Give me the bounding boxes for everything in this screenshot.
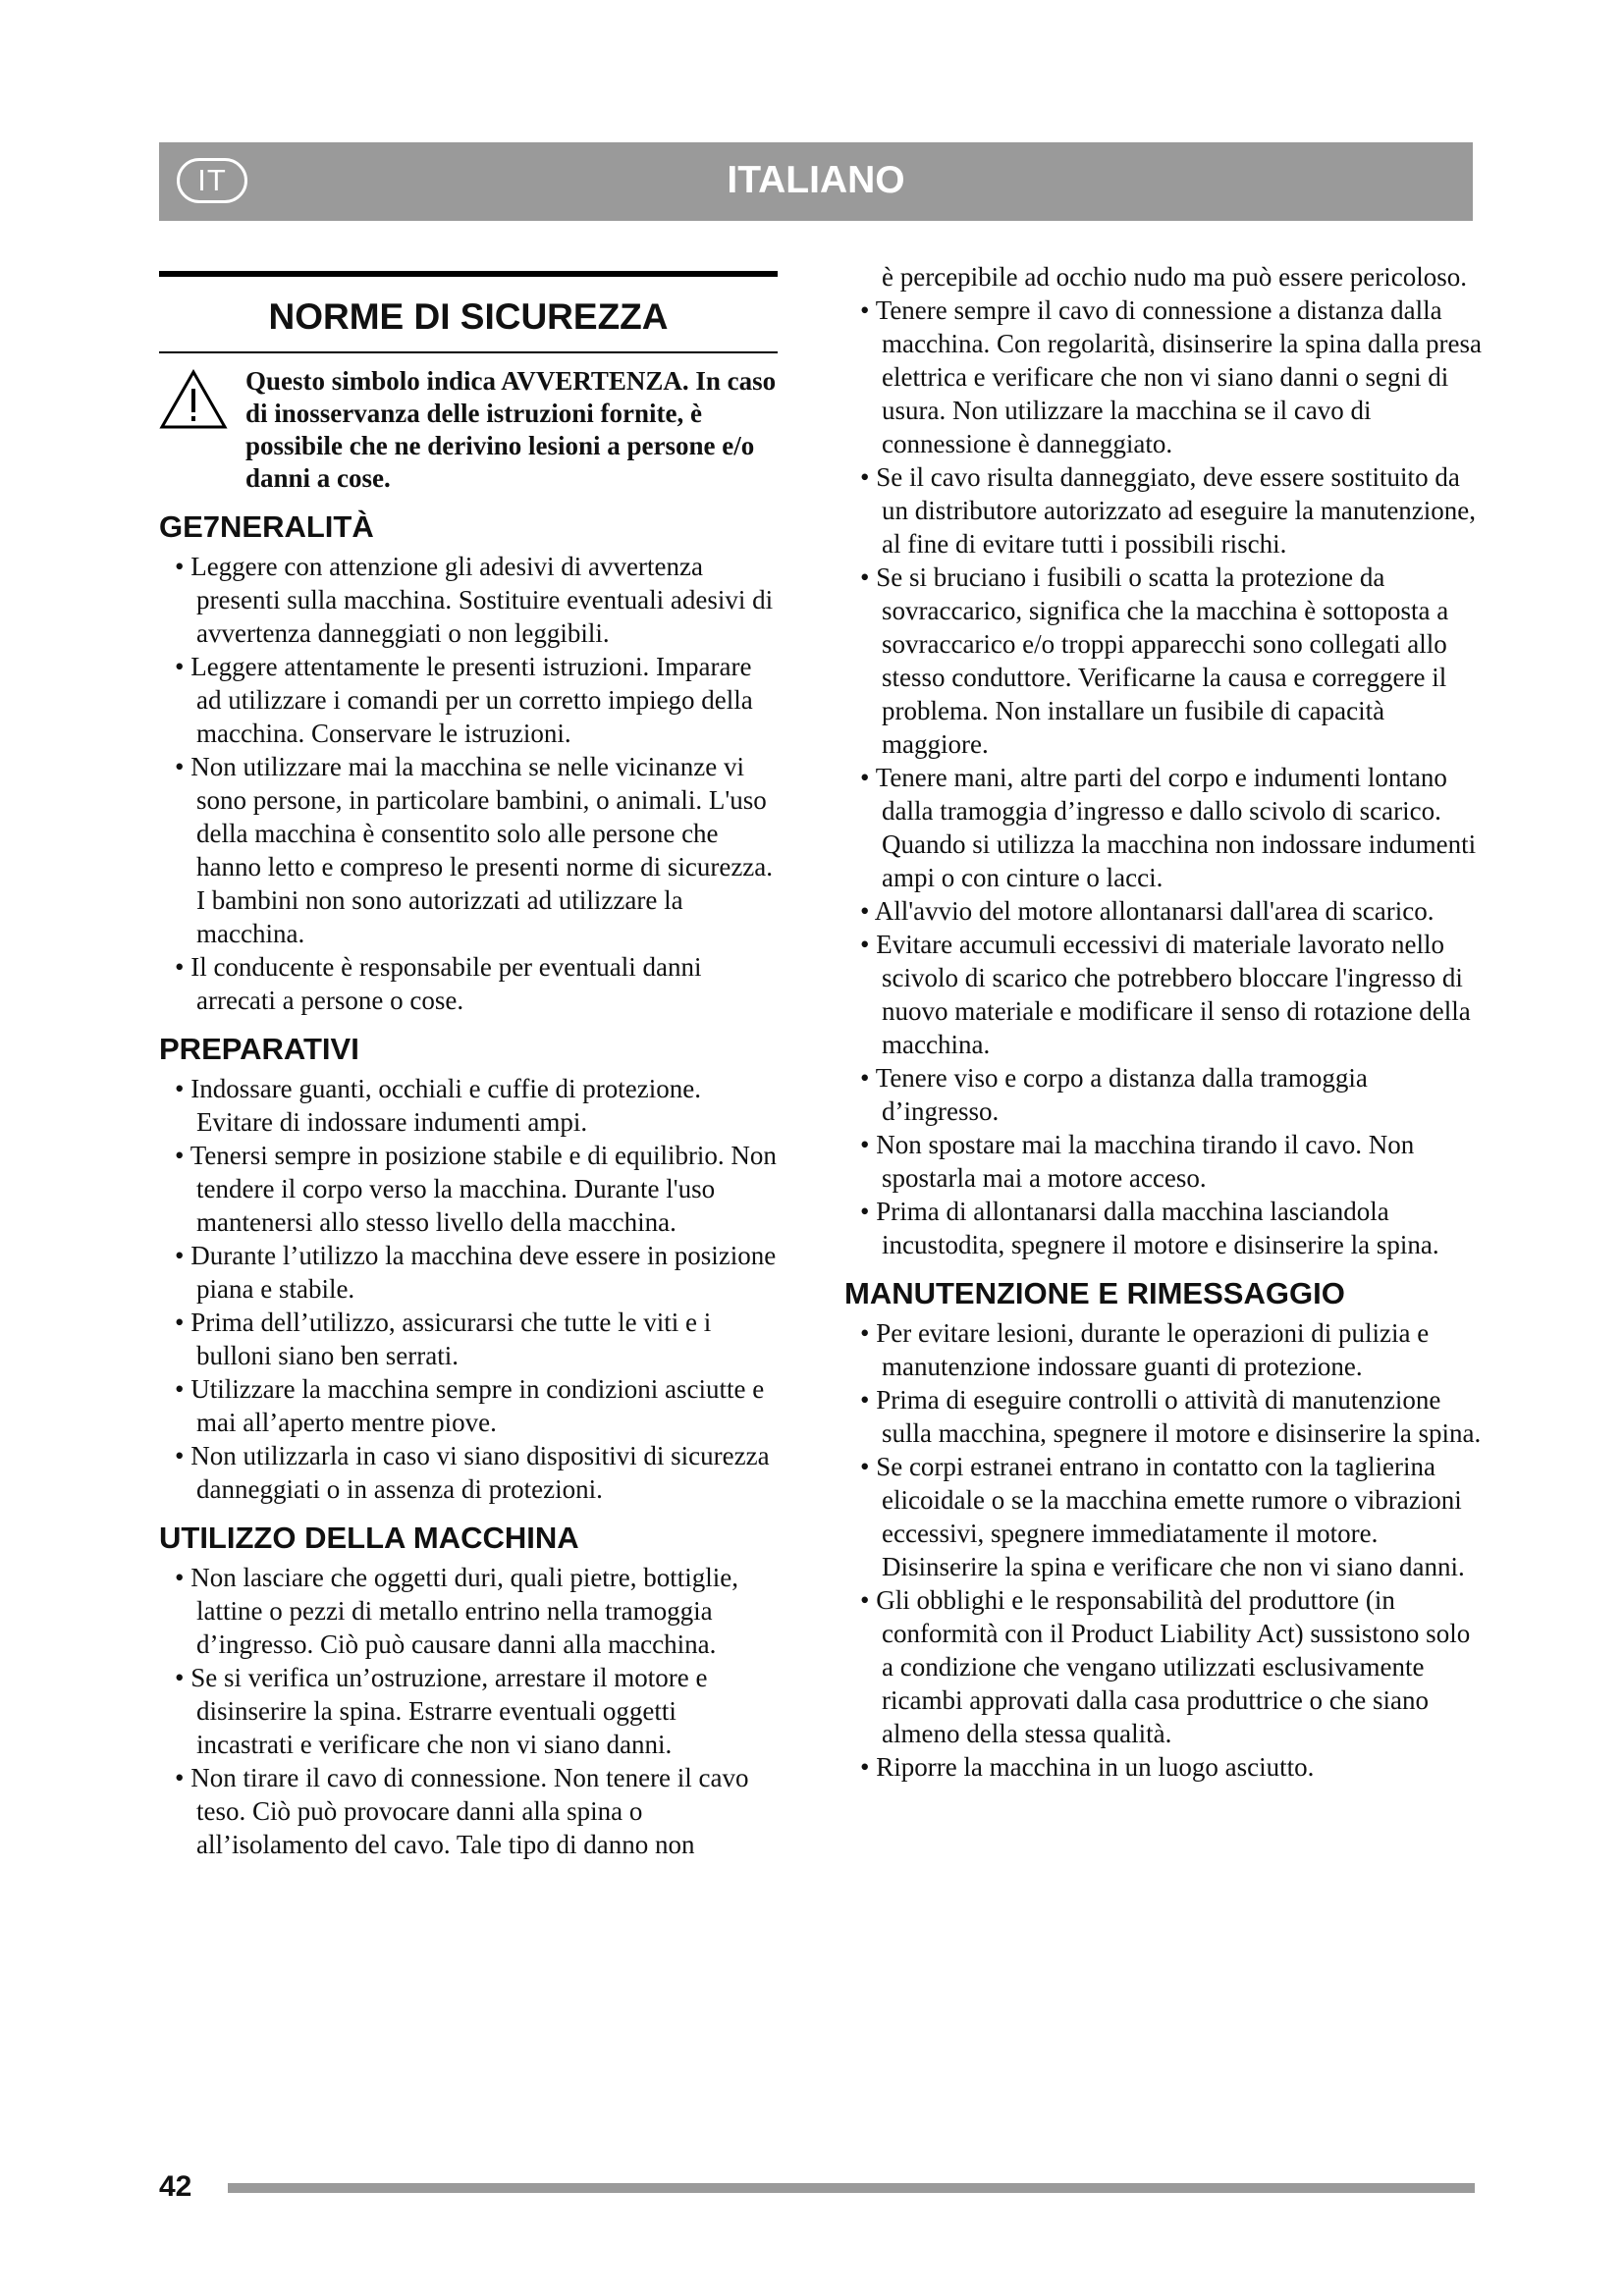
banner-title: ITALIANO: [727, 159, 905, 201]
list-item: • Utilizzare la macchina sempre in condizioni asciutte e mai all’aperto mentre piove.: [159, 1372, 778, 1439]
list-item: • Il conducente è responsabile per eventuali danni arrecati a persone o cose.: [159, 950, 778, 1017]
list-item: • Non lasciare che oggetti duri, quali pietre, bottiglie, lattine o pezzi di metallo entrino nella tramoggia d’ingresso. Ciò può causare danni alla macchina.: [159, 1561, 778, 1661]
footer-bar: [228, 2183, 1475, 2193]
language-banner: [159, 142, 1473, 221]
generalita-list: [159, 550, 778, 1017]
list-item: • Non spostare mai la macchina tirando il cavo. Non spostarla mai a motore acceso.: [844, 1128, 1483, 1195]
page-footer: [159, 2167, 1475, 2207]
title-rule-top: [159, 271, 778, 277]
page-title: NORME DI SICUREZZA: [268, 296, 669, 337]
list-item: • Gli obblighi e le responsabilità del produttore (in conformità con il Product Liability Act) sussistono solo a condizione che vengano utilizzati esclusivamente ricambi approvati dalla casa produttrice o che siano almeno della stessa qualità.: [844, 1583, 1483, 1750]
section-heading-utilizzo: UTILIZZO DELLA MACCHINA: [159, 1521, 579, 1555]
manutenzione-list: [844, 1316, 1483, 1784]
page-number: 42: [159, 2170, 192, 2203]
list-item: • Tenersi sempre in posizione stabile e di equilibrio. Non tendere il corpo verso la macchina. Durante l'uso mantenersi allo stesso livello della macchina.: [159, 1139, 778, 1239]
preparativi-list: [159, 1072, 778, 1506]
warning-text: Questo simbolo indica AVVERTENZA. In caso di inosservanza delle istruzioni fornite, è possibile che ne derivino lesioni a persone e/o danni a cose.: [245, 366, 777, 493]
list-item: • Se si verifica un’ostruzione, arrestare il motore e disinserire la spina. Estrarre eventuali oggetti incastrati e verificare che non vi siano danni.: [159, 1661, 778, 1761]
list-item: • Leggere attentamente le presenti istruzioni. Imparare ad utilizzare i comandi per un corretto impiego della macchina. Conservare le istruzioni.: [159, 650, 778, 750]
list-item: • Prima di eseguire controlli o attività di manutenzione sulla macchina, spegnere il motore e disinserire la spina.: [844, 1383, 1483, 1450]
list-item: • Leggere con attenzione gli adesivi di avvertenza presenti sulla macchina. Sostituire eventuali adesivi di avvertenza danneggiati o non leggibili.: [159, 550, 778, 650]
continued-text: è percepibile ad occhio nudo ma può essere pericoloso.: [882, 262, 1468, 292]
list-item: • Prima dell’utilizzo, assicurarsi che tutte le viti e i bulloni siano ben serrati.: [159, 1306, 778, 1372]
list-item: • All'avvio del motore allontanarsi dall'area di scarico.: [844, 894, 1483, 928]
list-item: • Tenere viso e corpo a distanza dalla tramoggia d’ingresso.: [844, 1061, 1483, 1128]
section-heading-preparativi: PREPARATIVI: [159, 1032, 359, 1066]
warning-triangle-icon: [159, 365, 245, 495]
utilizzo-list-continued: [844, 294, 1483, 1261]
list-item: • Non utilizzare mai la macchina se nelle vicinanze vi sono persone, in particolare bambini, o animali. L'uso della macchina è consentito solo alle persone che hanno letto e compreso le presenti norme di sicurezza. I bambini non sono autorizzati ad utilizzare la macchina.: [159, 750, 778, 950]
section-heading-manutenzione: MANUTENZIONE E RIMESSAGGIO: [844, 1276, 1345, 1310]
language-badge: IT: [177, 158, 247, 203]
list-item: • Per evitare lesioni, durante le operazioni di pulizia e manutenzione indossare guanti di protezione.: [844, 1316, 1483, 1383]
list-item: • Tenere sempre il cavo di connessione a distanza dalla macchina. Con regolarità, disinserire la spina dalla presa elettrica e verificare che non vi siano danni o segni di usura. Non utilizzare la macchina se il cavo di connessione è danneggiato.: [844, 294, 1483, 460]
list-item: • Evitare accumuli eccessivi di materiale lavorato nello scivolo di scarico che potrebbero bloccare l'ingresso di nuovo materiale e modificare il senso di rotazione della macchina.: [844, 928, 1483, 1061]
list-item: • Non utilizzarla in caso vi siano dispositivi di sicurezza danneggiati o in assenza di protezioni.: [159, 1439, 778, 1506]
title-rule-bottom: [159, 351, 778, 353]
warning-notice: [159, 365, 778, 495]
utilizzo-list: [159, 1561, 778, 1861]
left-column: [159, 267, 778, 1861]
right-column: [844, 260, 1483, 1784]
list-item: • Se corpi estranei entrano in contatto con la taglierina elicoidale o se la macchina emette rumore o vibrazioni eccessivi, spegnere immediatamente il motore. Disinserire la spina e verificare che non vi siano danni.: [844, 1450, 1483, 1583]
list-item: • Non tirare il cavo di connessione. Non tenere il cavo teso. Ciò può provocare danni alla spina o all’isolamento del cavo. Tale tipo di danno non: [159, 1761, 778, 1861]
list-item: • Tenere mani, altre parti del corpo e indumenti lontano dalla tramoggia d’ingresso e dallo scivolo di scarico. Quando si utilizza la macchina non indossare indumenti ampi o con cinture o lacci.: [844, 761, 1483, 894]
list-item: • Prima di allontanarsi dalla macchina lasciandola incustodita, spegnere il motore e disinserire la spina.: [844, 1195, 1483, 1261]
list-item: • Durante l’utilizzo la macchina deve essere in posizione piana e stabile.: [159, 1239, 778, 1306]
list-item: • Indossare guanti, occhiali e cuffie di protezione. Evitare di indossare indumenti ampi.: [159, 1072, 778, 1139]
list-item: • Se si bruciano i fusibili o scatta la protezione da sovraccarico, significa che la macchina è sottoposta a sovraccarico e/o troppi apparecchi sono collegati allo stesso conduttore. Verificarne la causa e correggere il problema. Non installare un fusibile di capacità maggiore.: [844, 561, 1483, 761]
section-heading-generalita: GE7NERALITÀ: [159, 509, 374, 544]
list-item: • Riporre la macchina in un luogo asciutto.: [844, 1750, 1483, 1784]
list-item: • Se il cavo risulta danneggiato, deve essere sostituito da un distributore autorizzato ad eseguire la manutenzione, al fine di evitare tutti i possibili rischi.: [844, 460, 1483, 561]
